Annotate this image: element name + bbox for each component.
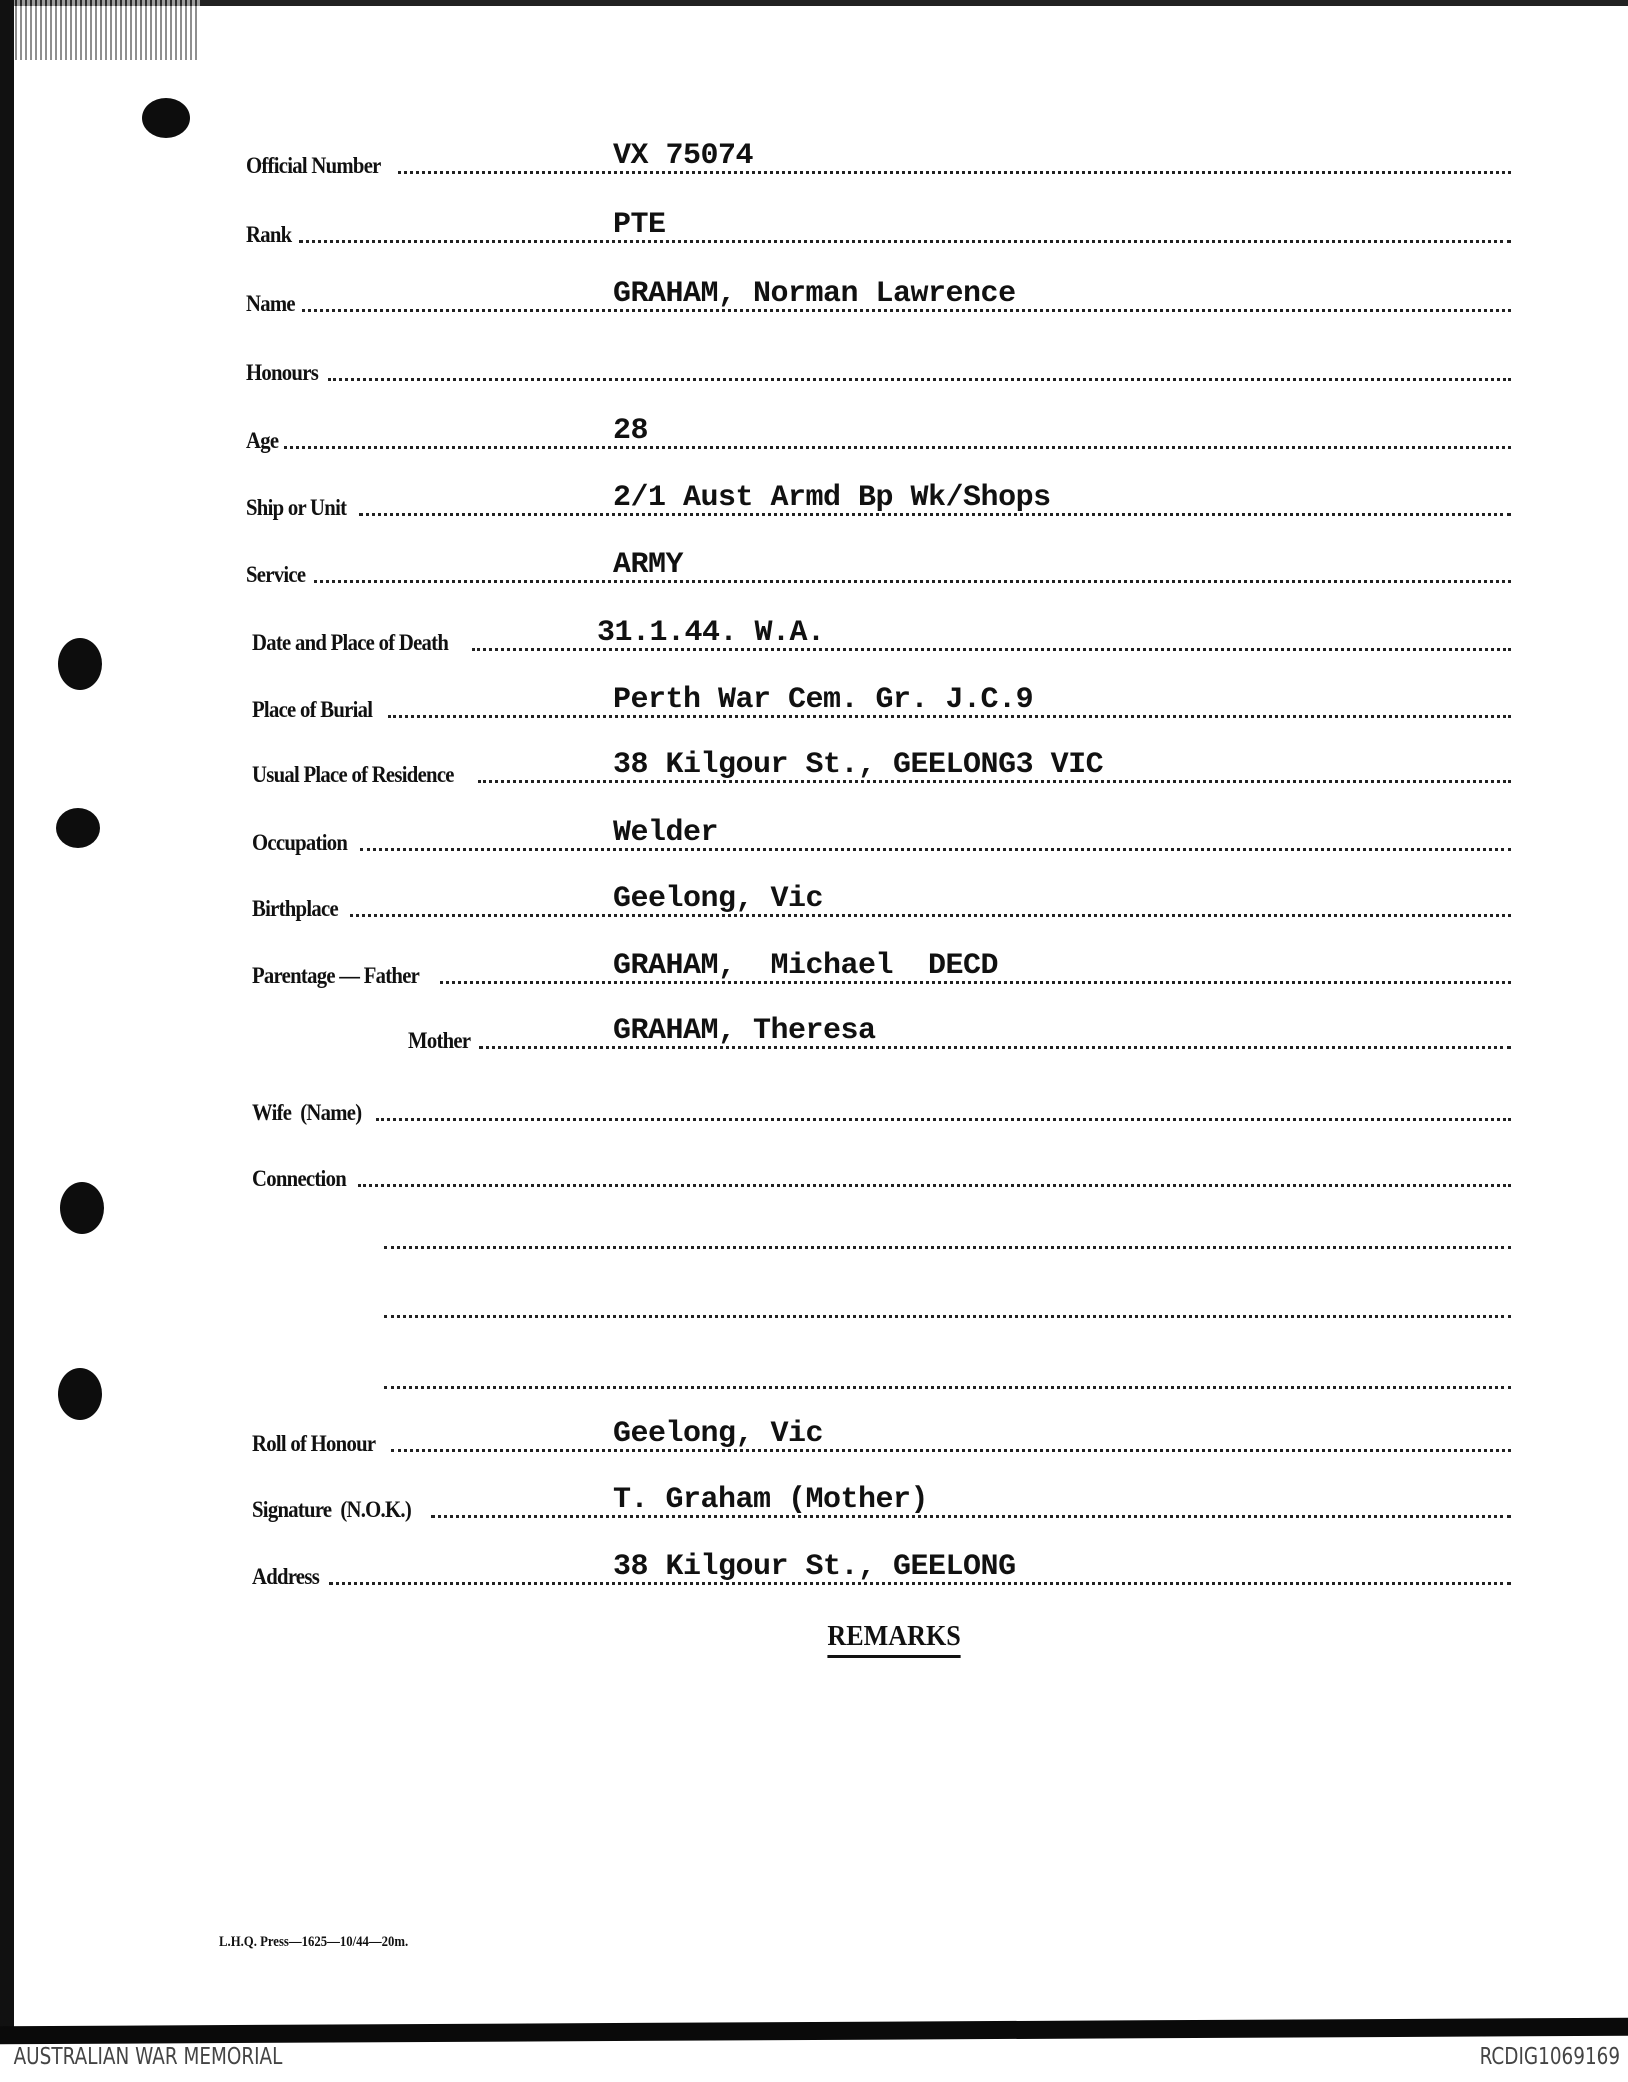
field-rank xyxy=(246,210,1511,246)
field-wife-name xyxy=(252,1088,1511,1124)
field-signature-nok xyxy=(252,1485,1511,1521)
field-name xyxy=(246,279,1511,315)
field-birthplace xyxy=(252,884,1511,920)
dotted-line xyxy=(358,1184,1511,1187)
dotted-line xyxy=(391,1449,1511,1452)
field-label: Usual Place of Residence xyxy=(252,762,454,787)
punch-hole xyxy=(60,1182,104,1234)
dotted-line xyxy=(431,1515,1511,1518)
dotted-line xyxy=(398,171,1511,174)
field-ship-or-unit xyxy=(246,483,1511,519)
field-value: GRAHAM, Theresa xyxy=(613,1014,876,1048)
dotted-line xyxy=(376,1118,1511,1121)
field-label: Rank xyxy=(246,222,292,247)
field-value: GRAHAM, Norman Lawrence xyxy=(613,277,1016,311)
dotted-line xyxy=(384,1246,1511,1249)
connection-continuation-line xyxy=(382,1356,1511,1392)
scan-bottom-edge xyxy=(0,2018,1628,2045)
institution-caption: AUSTRALIAN WAR MEMORIAL xyxy=(13,2044,283,2070)
field-label: Honours xyxy=(246,360,319,385)
field-value: GRAHAM, Michael DECD xyxy=(613,949,999,983)
dotted-line xyxy=(284,446,1511,449)
field-age xyxy=(246,416,1511,452)
field-label: Date and Place of Death xyxy=(252,630,449,655)
field-label: Birthplace xyxy=(252,896,338,921)
field-roll-of-honour xyxy=(252,1419,1511,1455)
punch-hole xyxy=(58,1368,102,1420)
field-value: PTE xyxy=(613,208,666,242)
field-label: Occupation xyxy=(252,830,348,855)
field-value: 2/1 Aust Armd Bp Wk/Shops xyxy=(613,481,1051,515)
field-honours xyxy=(246,348,1511,384)
scan-noise xyxy=(0,0,200,60)
dotted-line xyxy=(384,1386,1511,1389)
field-label: Place of Burial xyxy=(252,697,373,722)
punch-hole xyxy=(142,98,190,138)
field-value: Welder xyxy=(613,816,719,850)
dotted-line xyxy=(350,914,1512,917)
field-label: Mother xyxy=(408,1028,471,1053)
field-label: Roll of Honour xyxy=(252,1431,376,1456)
punch-hole xyxy=(56,808,100,848)
dotted-line xyxy=(314,580,1511,583)
scan-left-edge xyxy=(0,0,14,2035)
field-occupation xyxy=(252,818,1511,854)
field-place-of-burial xyxy=(252,685,1511,721)
dotted-line xyxy=(299,240,1512,243)
field-official-number xyxy=(246,141,1511,177)
field-label: Age xyxy=(246,428,279,453)
field-mother xyxy=(408,1016,1511,1052)
field-label: Service xyxy=(246,562,306,587)
field-value: VX 75074 xyxy=(613,139,754,173)
field-date-place-of-death xyxy=(252,618,1511,654)
field-label: Address xyxy=(252,1564,320,1589)
printer-imprint: L.H.Q. Press—1625—10/44—20m. xyxy=(219,1934,409,1950)
field-value: Perth War Cem. Gr. J.C.9 xyxy=(613,683,1034,717)
field-value: T. Graham (Mother) xyxy=(613,1483,929,1517)
field-label: Official Number xyxy=(246,153,381,178)
field-label: Name xyxy=(246,291,295,316)
field-usual-residence xyxy=(252,750,1511,786)
field-value: 38 Kilgour St., GEELONG3 VIC xyxy=(613,748,1104,782)
field-connection xyxy=(252,1154,1511,1190)
field-service xyxy=(246,550,1511,586)
connection-continuation-line xyxy=(382,1285,1511,1321)
field-label: Connection xyxy=(252,1166,347,1191)
field-label: Wife (Name) xyxy=(252,1100,362,1125)
field-value: 28 xyxy=(613,414,649,448)
connection-continuation-line xyxy=(382,1216,1511,1252)
field-value: 31.1.44. W.A. xyxy=(597,616,825,650)
field-value: 38 Kilgour St., GEELONG xyxy=(613,1550,1016,1584)
field-address xyxy=(252,1552,1511,1588)
remarks-heading: REMARKS xyxy=(827,1620,960,1658)
field-label: Signature (N.O.K.) xyxy=(252,1497,412,1522)
dotted-line xyxy=(384,1315,1511,1318)
field-value: ARMY xyxy=(613,548,684,582)
dotted-line xyxy=(360,848,1511,851)
scan-top-edge xyxy=(0,0,1628,6)
field-father xyxy=(252,951,1511,987)
dotted-line xyxy=(328,378,1511,381)
punch-hole xyxy=(58,638,102,690)
field-label: Parentage — Father xyxy=(252,963,420,988)
field-value: Geelong, Vic xyxy=(613,1417,824,1451)
field-value: Geelong, Vic xyxy=(613,882,824,916)
field-label: Ship or Unit xyxy=(246,495,347,520)
record-id-caption: RCDIG1069169 xyxy=(1479,2044,1621,2070)
